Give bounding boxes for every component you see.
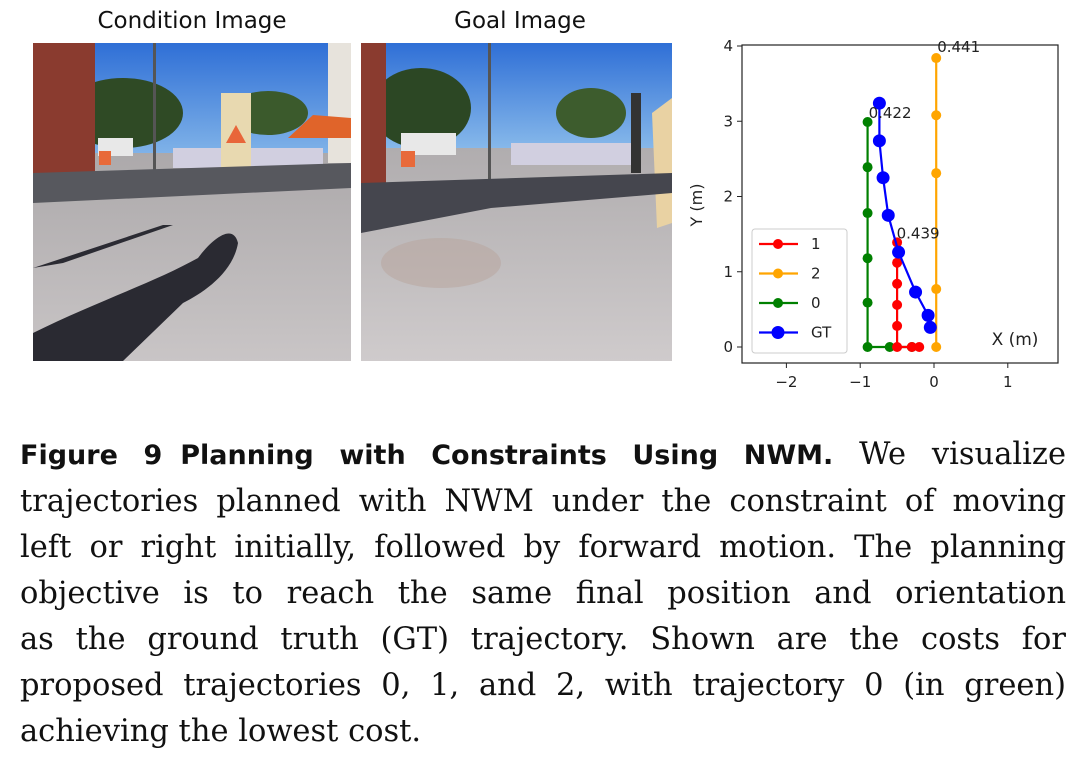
y-tick-label: 4 — [723, 37, 733, 55]
y-tick-label: 3 — [723, 112, 733, 131]
trajectory-point-GT — [873, 134, 886, 147]
condition-image — [33, 43, 351, 361]
x-tick-label: 1 — [1003, 373, 1013, 391]
caption-label: Figure 9 — [20, 440, 163, 471]
caption-title: Planning with Constraints Using NWM. — [180, 440, 834, 471]
caption-line-6: achieving the lowest cost. — [20, 714, 422, 749]
trajectory-point-2 — [931, 284, 941, 294]
trajectory-point-2 — [931, 168, 941, 178]
caption-line-0: We visualize — [859, 437, 1067, 472]
trajectory-point-0 — [863, 253, 873, 263]
y-tick-label: 2 — [723, 187, 733, 206]
caption-line-3: objective is to reach the same final position and orientation — [20, 576, 1066, 611]
caption-line-5: proposed trajectories 0, 1, and 2, with trajectory 0 (in green) — [20, 668, 1066, 703]
legend-marker — [773, 269, 783, 279]
cost-annotation: 0.441 — [937, 37, 981, 56]
trajectory-point-1 — [907, 342, 917, 352]
trajectory-point-2 — [931, 342, 941, 352]
legend-label: GT — [811, 323, 832, 342]
condition-image-title: Condition Image — [97, 8, 287, 34]
caption-line-4: as the ground truth (GT) trajectory. Shown are the costs for — [20, 622, 1066, 657]
trajectory-point-GT — [922, 309, 935, 322]
legend-label: 0 — [811, 294, 821, 312]
x-tick-label: −1 — [849, 373, 872, 391]
trajectory-point-1 — [892, 300, 902, 310]
trajectory-point-2 — [931, 110, 941, 120]
legend-label: 2 — [811, 264, 821, 283]
trajectory-point-1 — [892, 342, 902, 352]
y-tick-label: 0 — [723, 338, 733, 356]
legend-label: 1 — [811, 235, 821, 253]
goal-image-title: Goal Image — [454, 8, 586, 34]
legend-marker — [773, 298, 783, 308]
x-axis-label: X (m) — [991, 330, 1039, 350]
y-axis-label: Y (m) — [687, 183, 706, 227]
y-tick-label: 1 — [723, 262, 733, 281]
trajectory-point-GT — [877, 171, 890, 184]
trajectory-point-0 — [863, 342, 873, 352]
trajectory-point-0 — [863, 298, 873, 308]
trajectory-plot — [680, 30, 1070, 402]
trajectory-point-0 — [863, 162, 873, 172]
legend-marker — [772, 326, 785, 339]
legend-marker — [773, 239, 783, 249]
figure-caption — [20, 432, 1066, 755]
cost-annotation: 0.439 — [896, 224, 940, 243]
trajectory-point-GT — [909, 286, 922, 299]
trajectory-point-GT — [882, 209, 895, 222]
x-tick-label: −2 — [775, 373, 798, 391]
caption-line-1: trajectories planned with NWM under the constraint of moving — [20, 484, 1066, 519]
trajectory-point-1 — [892, 321, 902, 331]
trajectory-point-0 — [863, 208, 873, 218]
caption-line-2: left or right initially, followed by forward motion. The planning — [20, 530, 1066, 565]
goal-image — [361, 43, 672, 361]
x-tick-label: 0 — [929, 373, 939, 391]
legend-box — [752, 229, 847, 353]
cost-annotation: 0.422 — [868, 103, 912, 122]
trajectory-point-GT — [924, 321, 937, 334]
trajectory-point-1 — [892, 279, 902, 289]
trajectory-point-GT — [892, 246, 905, 259]
